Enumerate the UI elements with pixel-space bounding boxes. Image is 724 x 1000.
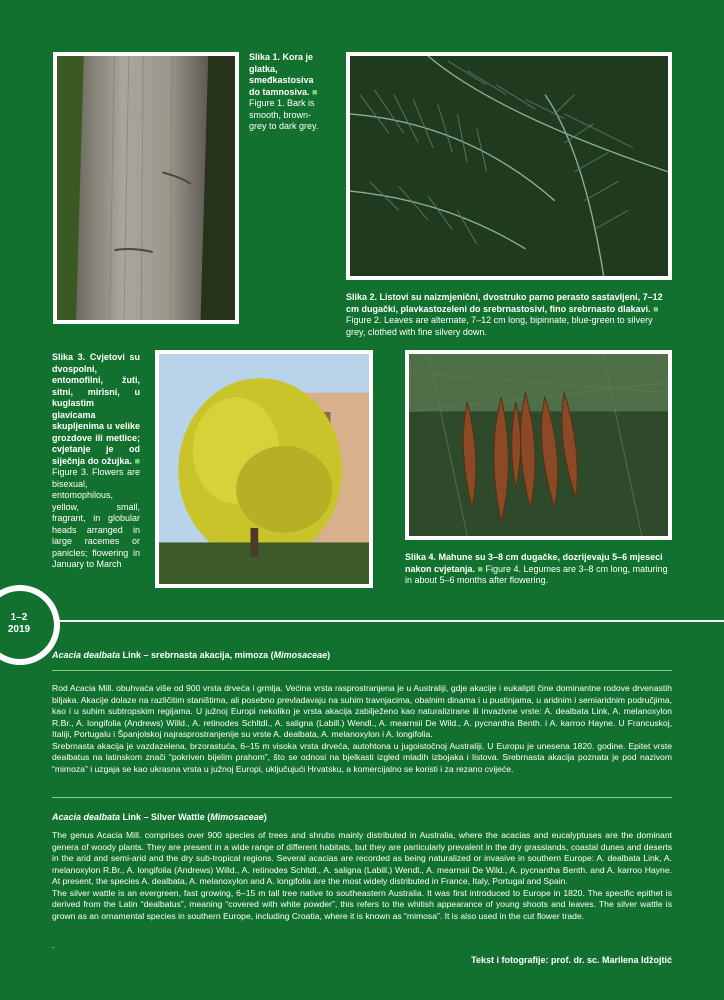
caption-figure-2	[346, 292, 672, 338]
square-bullet-icon: ■	[134, 455, 140, 466]
square-bullet-icon: ■	[477, 563, 483, 574]
caption-figure-4	[405, 552, 672, 587]
issue-number: 1–2	[10, 612, 28, 623]
caption-figure-2-en: Figure 2. Leaves are alternate, 7–12 cm long, bipinnate, blue-green to silvery grey, clothed with fine silvery down.	[346, 315, 653, 337]
caption-figure-4-en: Figure 4. Legumes are 3–8 cm long, maturing in about 5–6 months after flowering.	[405, 563, 668, 585]
caption-figure-4-hr: Slika 4. Mahune su 3–8 cm dugačke, dozrijevaju 5–6 mjeseci nakon cvjetanja.	[405, 552, 663, 574]
section-title-hr: Acacia dealbata Link – srebrnasta akacija, mimoza (Mimosaceae)	[52, 650, 331, 660]
paragraph-en-1: The genus Acacia Mill. comprises over 900 species of trees and shrubs mainly distributed in Australia, where the acacias and eucalyptuses are the dominant genera of woody plants. They are present in a wide range of different habitats, but they are particularly prevalent in the dry grasslands, coastal dunes and deserts in the arid and semi-arid and the dry sub-tropical regions. Several acacias are recorded as being naturalized or invasive in southern Europe: A. dealbata Link, A. melanoxylon R.Br., A. longifolia (Andrews) Willd., A. retinodes Schltdl., A. saligna (Labill.) Wendl., A. mearnsii De Wild., A. pycnantha Benth. and A. karroo Hayne. At present, the species A. dealbata, A. melanoxylon and A. longifolia are the most widely distributed in France, Italy, Portugal and Spain.	[52, 830, 672, 886]
square-bullet-icon: ■	[653, 303, 659, 314]
photo-bark	[53, 52, 239, 324]
caption-figure-1	[249, 52, 319, 133]
body-text-hr	[52, 683, 672, 775]
section-title-en: Acacia dealbata Link – Silver Wattle (Mimosaceae)	[52, 812, 267, 822]
page-divider	[0, 620, 724, 622]
photo-leaves	[346, 52, 672, 280]
caption-figure-3-en: Figure 3. Flowers are bisexual, entomophilous, yellow, small, fragrant, in globular heads arranged in large racemes or panicles; flowering in January to March	[52, 467, 140, 569]
paragraph-en-2: The silver wattle is an evergreen, fast growing, 6–15 m tall tree native to southeastern Australia. It was first introduced to Europe in 1820. The specific epithet is derived from the Latin “dealbatus”, meaning “covered with white powder”, this refers to the whitish appearance of young shoots and leaves. The silver wattle is grown as an ornamental species in southern Europe, including Croatia, where it is known as “mimosa”. It is also used in the cut flower trade.	[52, 887, 672, 921]
photo-legumes	[405, 350, 672, 540]
square-bullet-icon: ■	[312, 86, 318, 97]
photo-credit: Tekst i fotografije: prof. dr. sc. Marilena Idžojtić	[471, 955, 672, 965]
issue-badge-text	[3, 612, 35, 636]
issue-year: 2019	[7, 624, 31, 635]
section-rule	[52, 670, 672, 671]
trailing-mark: .	[52, 940, 55, 950]
caption-figure-1-hr: Slika 1. Kora je glatka, smeđkastosiva do tamnosiva.	[249, 52, 314, 97]
paragraph-hr-2: Srebrnasta akacija je vazdazelena, brzorastuća, 6–15 m visoka vrsta drveća, autohtona u jugoistočnoj Australiji. U Europu je unesena 1820. godine. Epitet vrste dealbatus na latinskom znači “pokriven bijelim prahom”, što se odnosi na bjelkasti izgled mladih izbojaka i listova. Srebrnasta akacija poznata je pod nazivom “mimoza” i uzgaja se kao ukrasna vrsta u južnoj Europi, uključujući Hrvatsku, a komercijalno se koristi i za rezano cvijeće.	[52, 740, 672, 774]
photo-tree	[155, 350, 373, 588]
caption-figure-2-hr: Slika 2. Listovi su naizmjenični, dvostruko parno perasto sastavljeni, 7–12 cm dugački, plavkastozeleni do srebrnastosivi, fino srebrnasto dlakavi.	[346, 292, 663, 314]
caption-figure-3	[52, 352, 140, 571]
caption-figure-3-hr: Slika 3. Cvjetovi su dvospolni, entomofilni, žuti, sitni, mirisni, u kuglastim glavicama skupljenima u velike grozdove ili metlice; cvjetanje je od siječnja do ožujka.	[52, 352, 140, 466]
caption-figure-1-en: Figure 1. Bark is smooth, brown-grey to dark grey.	[249, 98, 319, 131]
section-rule	[52, 797, 672, 798]
paragraph-hr-1: Rod Acacia Mill. obuhvaća više od 900 vrsta drveća i grmlja. Većina vrsta rasprostranjena je u Australiji, gdje akacije i eukalipti čine dominantne rodove drvenastih biljaka. Akacije dolaze na različitim staništima, ali posebno prevladavaju na suhim travnjacima, obalnim dinama i u pustinjama, u aridnim i semiaridnim područjima, kao i u suhim subtropskim regijama. U južnoj Europi nekoliko je vrsta akacija zabilježeno kao naturalizirane ili invazivne vrste: A. dealbata Link, A. melanoxylon R.Br., A. longifolia (Andrews) Willd., A. retinodes Schltdl., A. saligna (Labill.) Wendl., A. mearnsii De Wild., A. pycnantha Benth. i A. karroo Hayne. U Francuskoj, Italiji, Portugalu i Španjolskoj najrasprostranjenije su vrste A. dealbata, A. melanoxylon i A. longifolia.	[52, 683, 672, 739]
body-text-en	[52, 830, 672, 922]
